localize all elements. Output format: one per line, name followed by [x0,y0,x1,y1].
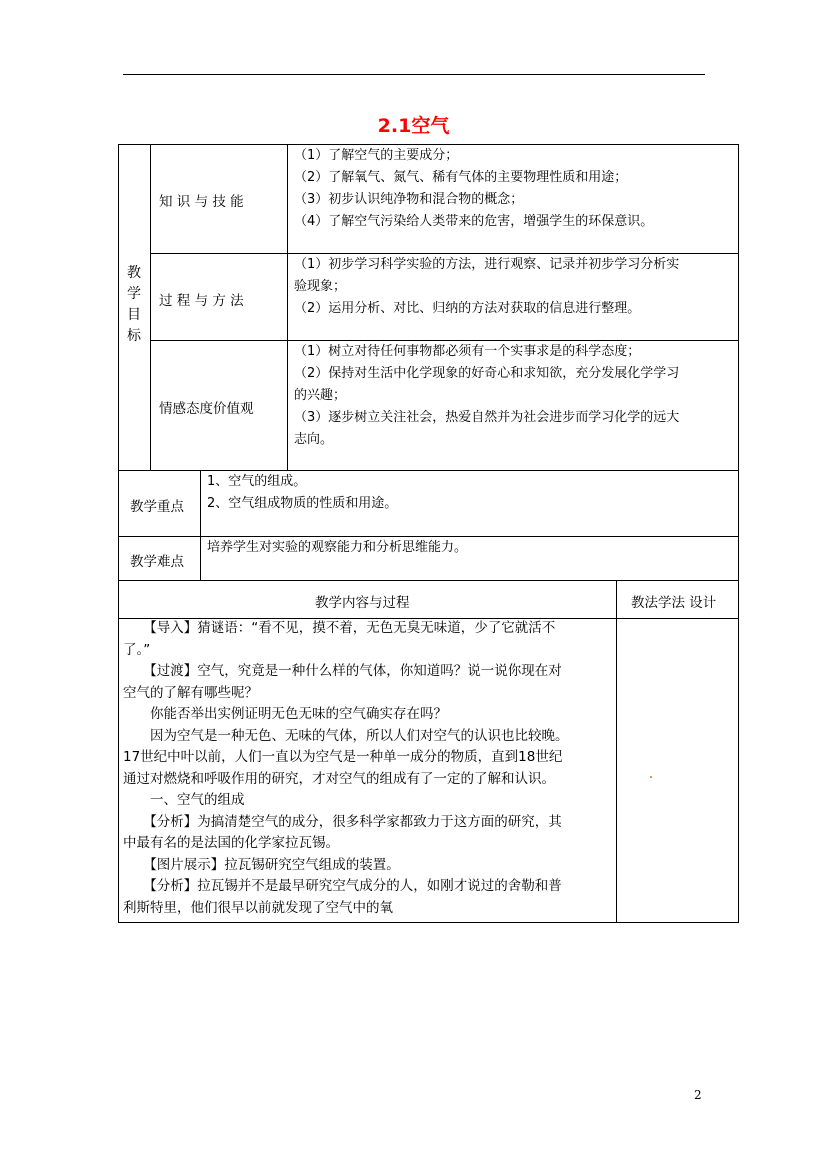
page-number: 2 [694,1088,702,1102]
objective-items-attitude: （1）树立对待任何事物都必须有一个实事求是的科学态度； （2）保持对生活中化学现象的好奇心和求知欲，充分发展化学学习 的兴趣； （3）逐步树立关注社会，热爱自然并为社会进步而学习化学的远大 志向。 [294,344,680,447]
difficulties-label: 教学难点 [130,554,184,570]
process-header: 教学内容与过程 [315,595,410,611]
objective-label-process: 过 程 与 方 法 [159,293,244,309]
difficulties-items: 培养学生对实验的观察能力和分析思维能力。 [207,540,468,555]
header-rule [123,74,705,75]
method-header: 教法学法 设计 [631,595,717,611]
page-title: 2.1空气 [377,115,450,137]
stray-mark [650,776,652,778]
key-points-items: 1、空气的组成。 2、空气组成物质的性质和用途。 [207,474,398,511]
key-points-label: 教学重点 [130,499,184,515]
objective-label-attitude: 情感态度价值观 [159,401,254,417]
objective-items-process: （1）初步学习科学实验的方法，进行观察、记录并初步学习分析实 验现象； （2）运用分析、对比、归纳的方法对获取的信息进行整理。 [294,257,680,316]
objectives-section-label: 教 学 目 标 [127,265,141,344]
objective-items-knowledge: （1）了解空气的主要成分； （2）了解氧气、氮气、稀有气体的主要物理性质和用途； （3）初步认识纯净物和混合物的概念； （4）了解空气污染给人类带来的危害，增强学生的环保意识。 [294,148,654,229]
process-content: 【导入】猜谜语：“看不见，摸不着，无色无臭无味道，少了它就活不 了。” 【过渡】空气，究竟是一种什么样的气体，你知道吗？说一说你现在对 空气的了解有哪些呢？ 你能否举出实例证明无色无味的空气确实存在吗？ 因为空气是一种无色、无味的气体，所以人们对空气的认识也比较晚。 17世纪中叶以前，人们一直以为空气是一种单一成分的物质，直到18世纪 通过对燃烧和呼吸作用的研究，才对空气的组成有了一定的了解和认识。 一、空气的组成 【分析】为搞清楚空气的成分，很多科学家都致力于这方面的研究，其 中最有名的是法国的化学家拉瓦锡。 【图片展示】拉瓦锡研究空气组成的装置。 【分析】拉瓦锡并不是最早研究空气成分的人，如刚才说过的舍勒和普 利斯特里，他们很早以前就发现了空气中的氧 [123,620,569,916]
objective-label-knowledge: 知 识 与 技 能 [159,194,244,210]
